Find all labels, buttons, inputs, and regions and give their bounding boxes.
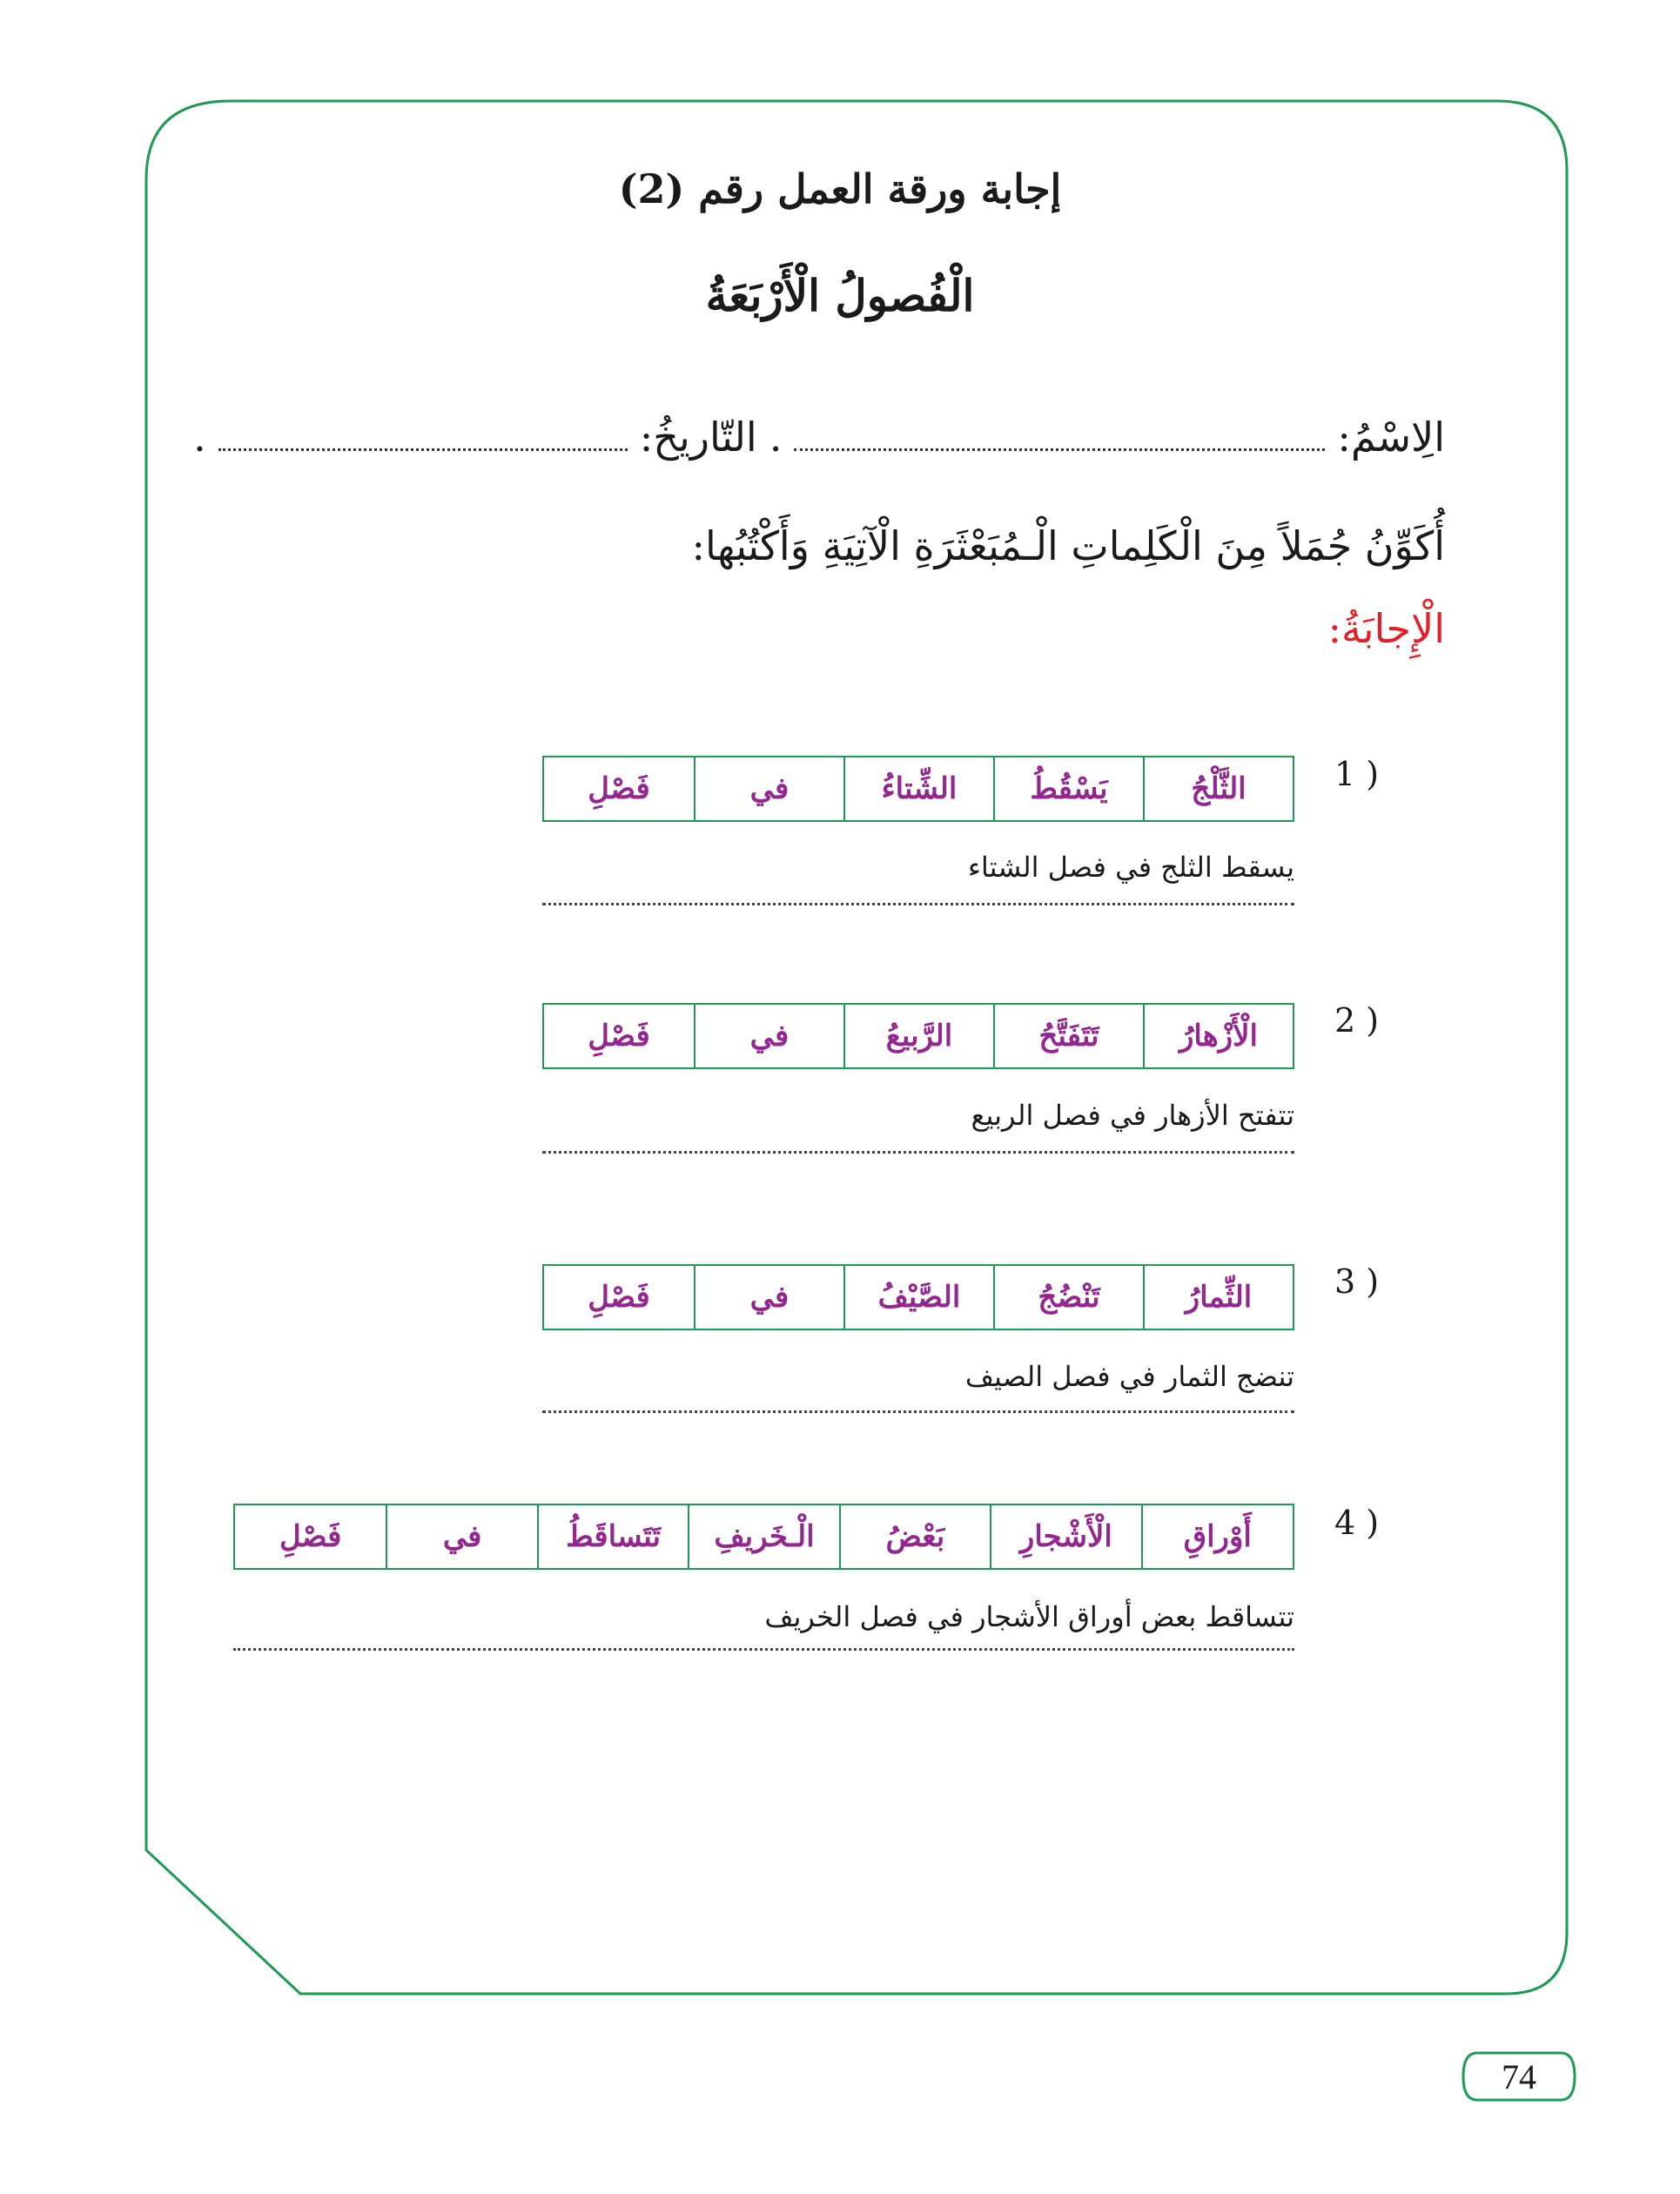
word-cell: بَعْضُ [839, 1505, 990, 1568]
exercise-4-answer: تتساقط بعض أوراق الأشجار في فصل الخريف [764, 1600, 1294, 1633]
word-cell: الثِّمارُ [1143, 1266, 1293, 1329]
word-cell: أَوْراقِ [1141, 1505, 1293, 1568]
word-cell: في [694, 1266, 843, 1329]
exercise-3-answer-line [542, 1410, 1294, 1413]
word-cell: الثَّلْجُ [1143, 757, 1293, 820]
word-cell: تَتَفَتَّحُ [993, 1005, 1143, 1067]
word-cell: الْـخَريفِ [688, 1505, 838, 1568]
word-cell: الْأَزْهارُ [1143, 1005, 1293, 1067]
date-label: التّاريخُ: [639, 414, 757, 461]
exercise-3-number: 3 ) [1334, 1262, 1380, 1301]
word-cell: الْأَشْجارِ [990, 1505, 1140, 1568]
exercise-4-word-row [233, 1504, 1294, 1570]
date-field[interactable] [218, 448, 628, 451]
field-separator: . [769, 414, 783, 461]
page-number: 74 [1502, 2056, 1536, 2096]
name-date-fields [193, 414, 1445, 461]
exercise-1-number: 1 ) [1334, 755, 1380, 793]
word-cell: فَصْلِ [588, 1280, 650, 1315]
word-cell: فَصْلِ [588, 771, 650, 806]
exercise-2-number: 2 ) [1334, 1001, 1380, 1040]
exercise-1-answer: يسقط الثلج في فصل الشتاء [967, 851, 1294, 884]
exercise-4-number: 4 ) [1334, 1504, 1380, 1542]
answer-label: الْإِجابَةُ: [1327, 605, 1445, 652]
exercise-1-word-row [542, 756, 1294, 822]
word-cell: فَصْلِ [279, 1519, 342, 1554]
field-end-mark: . [193, 414, 206, 461]
instruction-text: أُكَوِّنُ جُمَلاً مِنَ الْكَلِماتِ الْـمُبَعْثَرَةِ الْآتِيَةِ وَأَكْتُبُها: [691, 522, 1445, 569]
exercise-3-answer: تنضج الثمار في فصل الصيف [964, 1360, 1294, 1393]
exercise-4-answer-line [233, 1648, 1294, 1651]
page-subtitle: الْفُصولُ الْأَرْبَعَةُ [705, 270, 975, 321]
word-cell: الشِّتاءُ [843, 757, 993, 820]
word-cell: في [386, 1505, 536, 1568]
exercise-2-answer: تتفتح الأزهار في فصل الربيع [971, 1099, 1294, 1132]
word-cell: الصَّيْفُ [843, 1266, 993, 1329]
page-title: إجابة ورقة العمل رقم (2) [618, 165, 1062, 212]
word-cell: يَسْقُطُ [993, 757, 1143, 820]
exercise-3-word-row [542, 1264, 1294, 1330]
word-cell: في [694, 1005, 843, 1067]
exercise-1-answer-line [542, 903, 1294, 905]
exercise-2-word-row [542, 1003, 1294, 1069]
word-cell: في [694, 757, 843, 820]
word-cell: فَصْلِ [588, 1019, 650, 1053]
word-cell: تَنْضُجُ [993, 1266, 1143, 1329]
word-cell: تَتَساقَطُ [537, 1505, 688, 1568]
name-field[interactable] [794, 448, 1325, 451]
word-cell: الرَّبيعُ [843, 1005, 993, 1067]
exercise-2-answer-line [542, 1151, 1294, 1154]
name-label: الِاسْمُ: [1337, 414, 1445, 461]
